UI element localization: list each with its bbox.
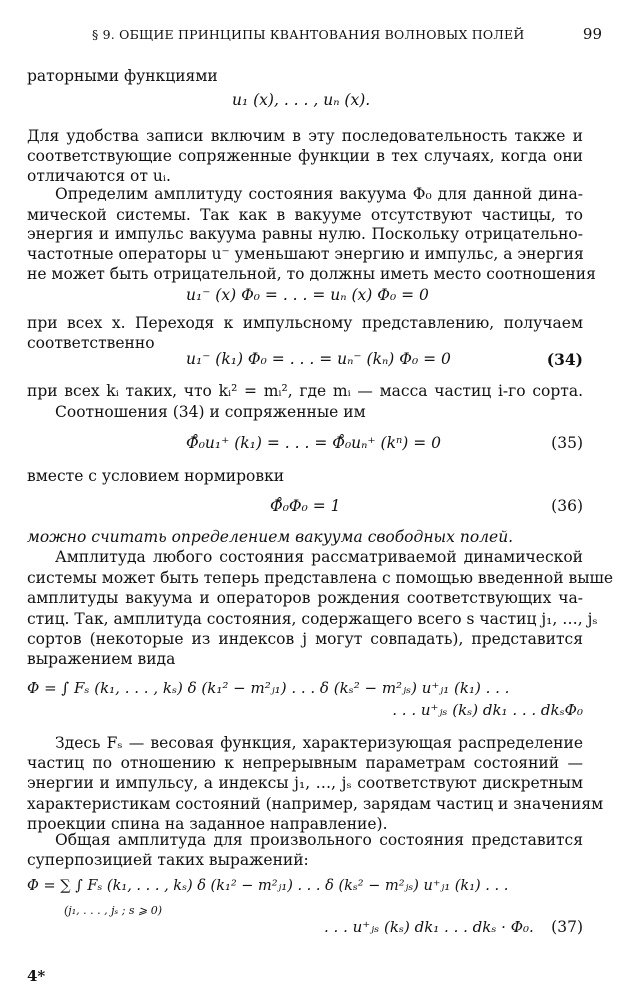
text-line: Для удобства записи включим в эту последовательность также и bbox=[27, 127, 583, 145]
page-header bbox=[92, 27, 602, 47]
equation-number-36: (36) bbox=[551, 497, 583, 515]
signature-mark: 4* bbox=[27, 967, 46, 985]
formula-functions: u₁ (x), . . . , uₙ (x). bbox=[232, 91, 371, 109]
text-line: выражением вида bbox=[27, 650, 176, 668]
text-line: соответствующие сопряженные функции в тех случаях, когда они bbox=[27, 147, 583, 165]
text-line: вместе с условием нормировки bbox=[27, 467, 285, 485]
running-title: § 9. ОБЩИЕ ПРИНЦИПЫ КВАНТОВАНИЯ ВОЛНОВЫХ ПОЛЕЙ bbox=[92, 27, 525, 42]
text-line: при всех kᵢ таких, что kᵢ² = mᵢ², где mᵢ — масса частиц i-го сорта. bbox=[27, 382, 583, 400]
formula-36: Φ̊₀Φ₀ = 1 bbox=[270, 497, 341, 515]
text-line: отличаются от uᵢ. bbox=[27, 167, 171, 185]
text-line: системы может быть теперь представлена с помощью введенной выше bbox=[27, 569, 614, 587]
text-line: раторными функциями bbox=[27, 67, 218, 85]
text-line: при всех x. Переходя к импульсному представлению, получаем bbox=[27, 314, 583, 332]
text-line: стиц. Так, амплитуда состояния, содержащего всего s частиц j₁, …, jₛ bbox=[27, 610, 598, 628]
text-line: соответственно bbox=[27, 334, 155, 352]
text-line: амплитуды вакуума и операторов рождения соответствующих ча- bbox=[27, 589, 583, 607]
text-line: проекции спина на заданное направление). bbox=[27, 815, 388, 833]
equation-number-34: (34) bbox=[546, 350, 583, 369]
text-line: Амплитуда любого состояния рассматриваемой динамической bbox=[55, 548, 583, 566]
text-line: энергии и импульсу, а индексы j₁, …, jₛ соответствуют дискретным bbox=[27, 774, 583, 792]
text-line: частотные операторы u⁻ уменьшают энергию и импульс, а энергия bbox=[27, 245, 584, 263]
text-line: мической системы. Так как в вакууме отсутствуют частицы, то bbox=[27, 206, 583, 224]
sum-limits: (j₁, . . . , jₛ ; s ⩾ 0) bbox=[64, 904, 163, 917]
formula-34: u₁⁻ (k₁) Φ₀ = . . . = uₙ⁻ (kₙ) Φ₀ = 0 bbox=[186, 350, 451, 368]
equation-number-37: (37) bbox=[551, 918, 583, 936]
text-line: характеристикам состояний (например, зарядам частиц и значениям bbox=[27, 795, 604, 813]
text-line: энергия и импульс вакуума равны нулю. Поскольку отрицательно- bbox=[27, 225, 583, 243]
text-line: суперпозицией таких выражений: bbox=[27, 851, 309, 869]
text-line: Соотношения (34) и сопряженные им bbox=[55, 403, 366, 421]
text-line: не может быть отрицательной, то должны иметь место соотношения bbox=[27, 265, 596, 283]
formula-vacuum-annihilation: u₁⁻ (x) Φ₀ = . . . = uₙ (x) Φ₀ = 0 bbox=[186, 286, 429, 304]
page-number: 99 bbox=[582, 25, 602, 43]
text-line: Здесь Fₛ — весовая функция, характеризующая распределение bbox=[55, 734, 583, 752]
formula-state-amplitude: Φ = ∫ Fₛ (k₁, . . . , kₛ) δ (k₁² − m²ⱼ₁) . . . δ (kₛ² − m²ⱼₛ) u⁺ⱼ₁ (k₁) . . . bbox=[27, 679, 510, 697]
text-line: можно считать определением вакуума свободных полей. bbox=[27, 528, 514, 546]
text-line: Определим амплитуду состояния вакуума Φ₀ для данной дина- bbox=[55, 185, 583, 203]
formula-state-amplitude-cont: . . . u⁺ⱼₛ (kₛ) dk₁ . . . dkₛΦ₀ bbox=[392, 701, 583, 719]
text-line: частиц по отношению к непрерывным параметрам состояний — bbox=[27, 754, 583, 772]
equation-number-35: (35) bbox=[551, 434, 583, 452]
formula-37: Φ = ∑ ∫ Fₛ (k₁, . . . , kₛ) δ (k₁² − m²ⱼ₁) . . . δ (kₛ² − m²ⱼₛ) u⁺ⱼ₁ (k₁) . . . bbox=[27, 878, 509, 894]
formula-35: Φ̊₀u₁⁺ (k₁) = . . . = Φ̊₀uₙ⁺ (kⁿ) = 0 bbox=[186, 434, 442, 452]
text-line: Общая амплитуда для произвольного состояния представится bbox=[55, 831, 583, 849]
formula-37-cont: . . . u⁺ⱼₛ (kₛ) dk₁ . . . dkₛ · Φ₀. bbox=[324, 918, 534, 936]
text-line: сортов (некоторые из индексов j могут совпадать), представится bbox=[27, 630, 583, 648]
